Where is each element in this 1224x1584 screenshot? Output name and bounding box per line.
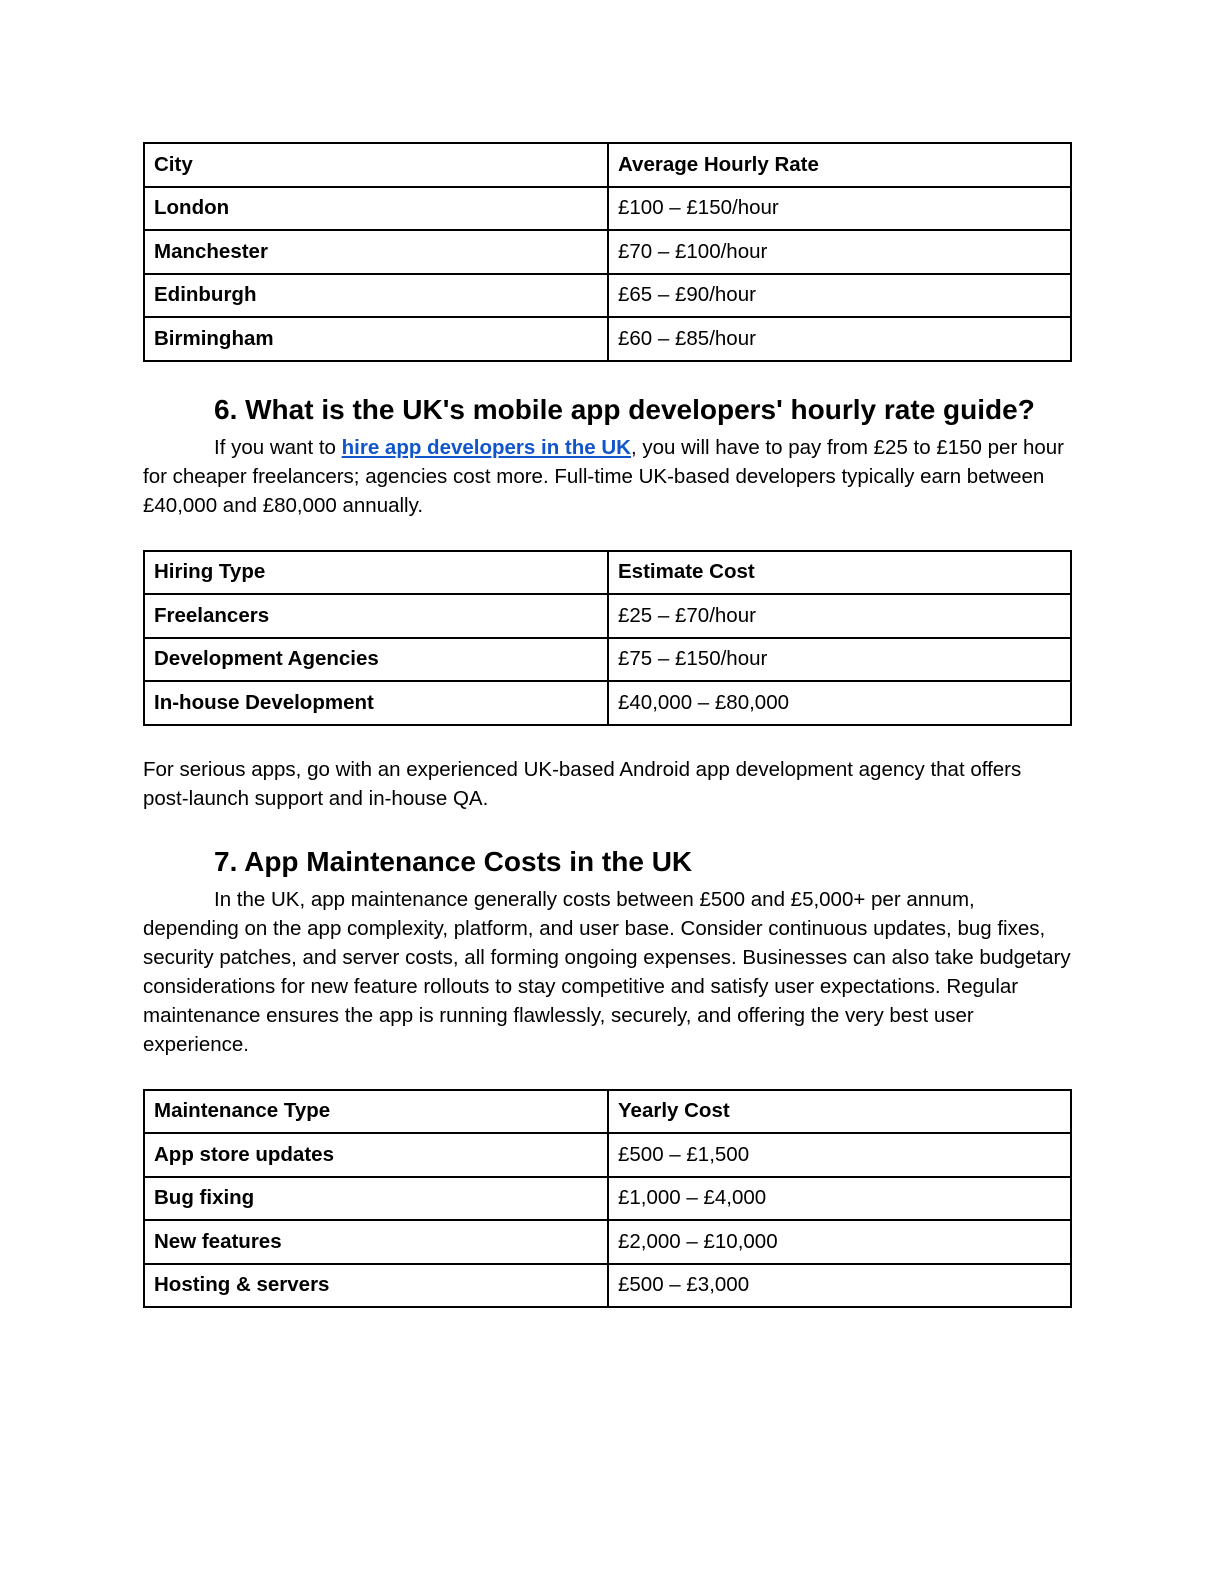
section-6-paragraph (143, 433, 1072, 520)
table-cell-city: Manchester (144, 230, 608, 274)
section-6-heading: 6. What is the UK's mobile app developers' hourly rate guide? (214, 393, 1035, 425)
table-cell-cost: £2,000 – £10,000 (608, 1220, 1071, 1264)
table-cell-rate: £60 – £85/hour (608, 317, 1071, 361)
table-cell-cost: £75 – £150/hour (608, 638, 1071, 682)
table-cell-hiring-type: Freelancers (144, 594, 608, 638)
table-cell-maintenance-type: Hosting & servers (144, 1264, 608, 1308)
document-page (143, 142, 1072, 1308)
maintenance-cost-table (143, 1089, 1072, 1309)
table-cell-rate: £100 – £150/hour (608, 187, 1071, 231)
table-cell-city: Edinburgh (144, 274, 608, 318)
table-row (144, 317, 1071, 361)
table-row (144, 1220, 1071, 1264)
table-header-cell: City (144, 143, 608, 187)
section-7-heading: 7. App Maintenance Costs in the UK (214, 845, 693, 877)
table-header-row (144, 551, 1071, 595)
table-cell-maintenance-type: Bug fixing (144, 1177, 608, 1221)
paragraph-text: If you want to (214, 435, 342, 459)
table-header-cell: Yearly Cost (608, 1090, 1071, 1134)
table-cell-cost: £500 – £3,000 (608, 1264, 1071, 1308)
paragraph-text: , you will have to pay from £25 to £150 per hour for cheaper freelancers; agencies cost more. Full-time UK-based developers typically earn between £40,000 and £80,000 annually. (143, 435, 1065, 517)
table-cell-cost: £500 – £1,500 (608, 1133, 1071, 1177)
table-cell-hiring-type: Development Agencies (144, 638, 608, 682)
hire-app-developers-link[interactable]: hire app developers in the UK (341, 435, 631, 459)
hiring-cost-table (143, 550, 1072, 726)
agency-recommendation-paragraph: For serious apps, go with an experienced UK-based Android app development agency that offers post-launch support and in-house QA. (143, 757, 1022, 810)
table-row (144, 1177, 1071, 1221)
table-row (144, 1133, 1071, 1177)
table-cell-cost: £40,000 – £80,000 (608, 681, 1071, 725)
table-row (144, 594, 1071, 638)
table-cell-city: London (144, 187, 608, 231)
table-row (144, 187, 1071, 231)
table-row (144, 681, 1071, 725)
table-cell-cost: £1,000 – £4,000 (608, 1177, 1071, 1221)
table-cell-cost: £25 – £70/hour (608, 594, 1071, 638)
table-row (144, 274, 1071, 318)
table-header-row (144, 143, 1071, 187)
table-header-cell: Average Hourly Rate (608, 143, 1071, 187)
table-cell-maintenance-type: App store updates (144, 1133, 608, 1177)
table-header-cell: Maintenance Type (144, 1090, 608, 1134)
table-cell-rate: £70 – £100/hour (608, 230, 1071, 274)
table-row (144, 230, 1071, 274)
table-cell-maintenance-type: New features (144, 1220, 608, 1264)
table-header-row (144, 1090, 1071, 1134)
table-cell-city: Birmingham (144, 317, 608, 361)
table-row (144, 1264, 1071, 1308)
section-7-paragraph: In the UK, app maintenance generally costs between £500 and £5,000+ per annum, depending on the app complexity, platform, and user base. Consider continuous updates, bug fixes, security patches, and server costs, all forming ongoing expenses. Businesses can also take budgetary considerations for new feature rollouts to stay competitive and satisfy user expectations. Regular maintenance ensures the app is running flawlessly, securely, and offering the very best user experience. (143, 887, 1071, 1056)
table-row (144, 638, 1071, 682)
table-header-cell: Estimate Cost (608, 551, 1071, 595)
table-cell-hiring-type: In-house Development (144, 681, 608, 725)
table-header-cell: Hiring Type (144, 551, 608, 595)
city-rate-table (143, 142, 1072, 362)
table-cell-rate: £65 – £90/hour (608, 274, 1071, 318)
